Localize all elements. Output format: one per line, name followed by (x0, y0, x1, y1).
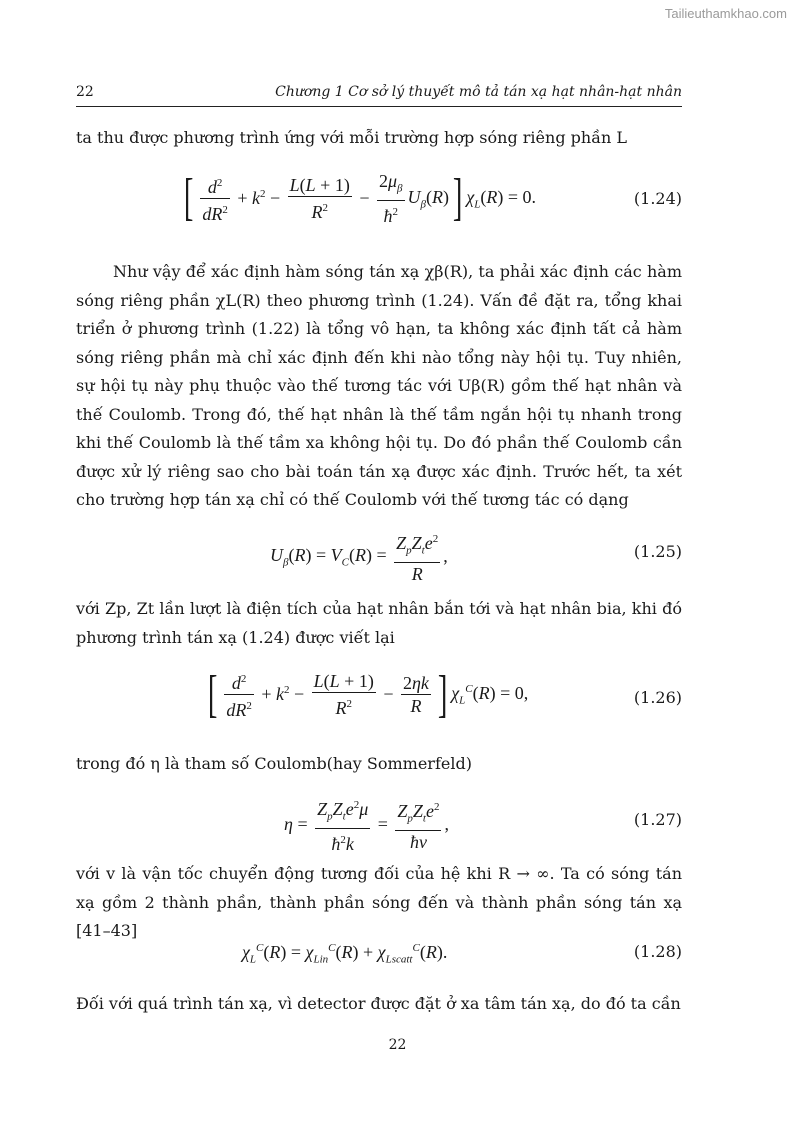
equation-1-27 (76, 794, 682, 854)
footer-page-number: 22 (388, 1037, 407, 1053)
equation-number: (1.27) (633, 810, 682, 829)
paragraph-4: trong đó η là tham số Coulomb(hay Sommerfeld) (76, 754, 472, 773)
header-chapter-title: Chương 1 Cơ sở lý thuyết mô tả tán xạ hạt nhân-hạt nhân (275, 84, 682, 100)
equation-number: (1.26) (633, 688, 682, 707)
paragraph-6: Đối với quá trình tán xạ, vì detector được đặt ở xa tâm tán xạ, do đó ta cần (76, 994, 681, 1013)
equation-1-28-body: $\chi_L^C(R) = \chi_{Lin}^C(R) + \chi_{Lscatt}^C(R)$. (242, 942, 448, 966)
equation-1-25-body: $U_\beta(R) = V_C(R)$ = $\frac{Z_pZ_te^2}{R}$ , (270, 533, 448, 584)
equation-1-28 (76, 940, 682, 970)
paragraph-1: ta thu được phương trình ứng với mỗi trường hợp sóng riêng phần L (76, 128, 628, 147)
equation-1-24 (76, 170, 682, 230)
equation-number: (1.28) (633, 942, 682, 961)
paragraph-3: với Zp, Zt lần lượt là điện tích của hạt nhân bắn tới và hạt nhân bia, khi đó phương trình tán xạ (1.24) được viết lại (76, 599, 682, 647)
running-header (76, 84, 682, 107)
equation-1-24-body: [ $\frac{d^2}{dR^2}$ + $k^2$ − $\frac{L(L + 1)}{R^2}$ − $\frac{2\mu_\beta}{ħ^2}$ $U_\beta(R)$] $\chi_L(R) = 0$. (183, 169, 537, 227)
watermark: Tailieuthamkhao.com (664, 6, 787, 21)
equation-number: (1.24) (633, 189, 682, 208)
header-page-number: 22 (76, 84, 94, 100)
equation-number: (1.25) (633, 542, 682, 561)
equation-1-27-body: η = $\frac{Z_pZ_te^2\mu}{ħ^2k}$ = $\frac{Z_pZ_te^2}{ħv}$ , (284, 799, 449, 854)
paragraph-2: Như vậy để xác định hàm sóng tán xạ χβ(R), ta phải xác định các hàm sóng riêng phần χL(R) theo phương trình (1.24). Vấn đề đặt ra, tổng khai triển ở phương trình (1.22) là tổng vô hạn, ta không xác định tất cả hàm sóng riêng phần mà chỉ xác định đến khi nào tổng này hội tụ. Tuy nhiên, sự hội tụ này phụ thuộc vào thế tương tác với Uβ(R) gồm thế hạt nhân và thế Coulomb. Trong đó, thế hạt nhân là thế tầm ngắn hội tụ nhanh trong khi thế Coulomb là thế tầm xa không hội tụ. Do đó phần thế Coulomb cần được xử lý riêng sao cho bài toán tán xạ được xác định. Trước hết, ta xét cho trường hợp tán xạ chỉ có thế Coulomb với thế tương tác có dạng (76, 262, 682, 509)
paragraph-5: với v là vận tốc chuyển động tương đối của hệ khi R → ∞. Ta có sóng tán xạ gồm 2 thành phần, thành phần sóng đến và thành phần sóng tán xạ [41–43] (76, 864, 682, 940)
equation-1-26 (76, 665, 682, 728)
equation-1-26-body: [ $\frac{d^2}{dR^2}$ + $k^2$ − $\frac{L(L + 1)}{R^2}$ − $\frac{2\eta k}{R}$ ] $\chi_L^C(R) = 0$, (207, 665, 529, 723)
equation-1-25 (76, 528, 682, 584)
